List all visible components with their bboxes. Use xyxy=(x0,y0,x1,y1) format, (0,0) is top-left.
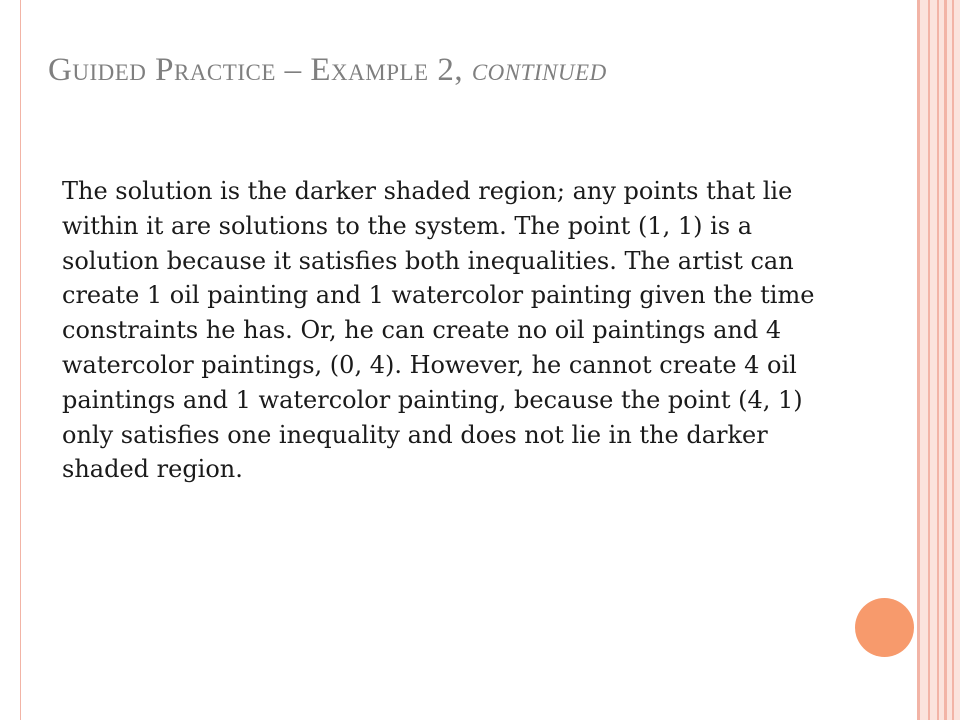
side-stripe-3 xyxy=(944,0,947,720)
decorative-accent-circle xyxy=(855,598,914,657)
slide-body-text: The solution is the darker shaded region; any points that lie within it are solutions to the system. The point (1, 1) is a solution because it satisfies both inequalities. The artist can create 1 oil painting and 1 watercolor painting given the time constraints he has. Or, he can create no oil paintings and 4 watercolor paintings, (0, 4). However, he cannot create 4 oil paintings and 1 watercolor painting, because the point (4, 1) only satisfies one inequality and does not lie in the darker shaded region. xyxy=(62,177,815,484)
side-stripe-2 xyxy=(937,0,939,720)
right-side-band xyxy=(920,0,960,720)
side-stripe-1 xyxy=(928,0,930,720)
slide-title-main: Guided Practice – Example 2, xyxy=(48,52,472,88)
slide-title-italic: continued xyxy=(471,52,607,88)
side-stripe-4 xyxy=(952,0,954,720)
left-frame-line xyxy=(20,0,21,720)
slide-title xyxy=(48,52,908,89)
